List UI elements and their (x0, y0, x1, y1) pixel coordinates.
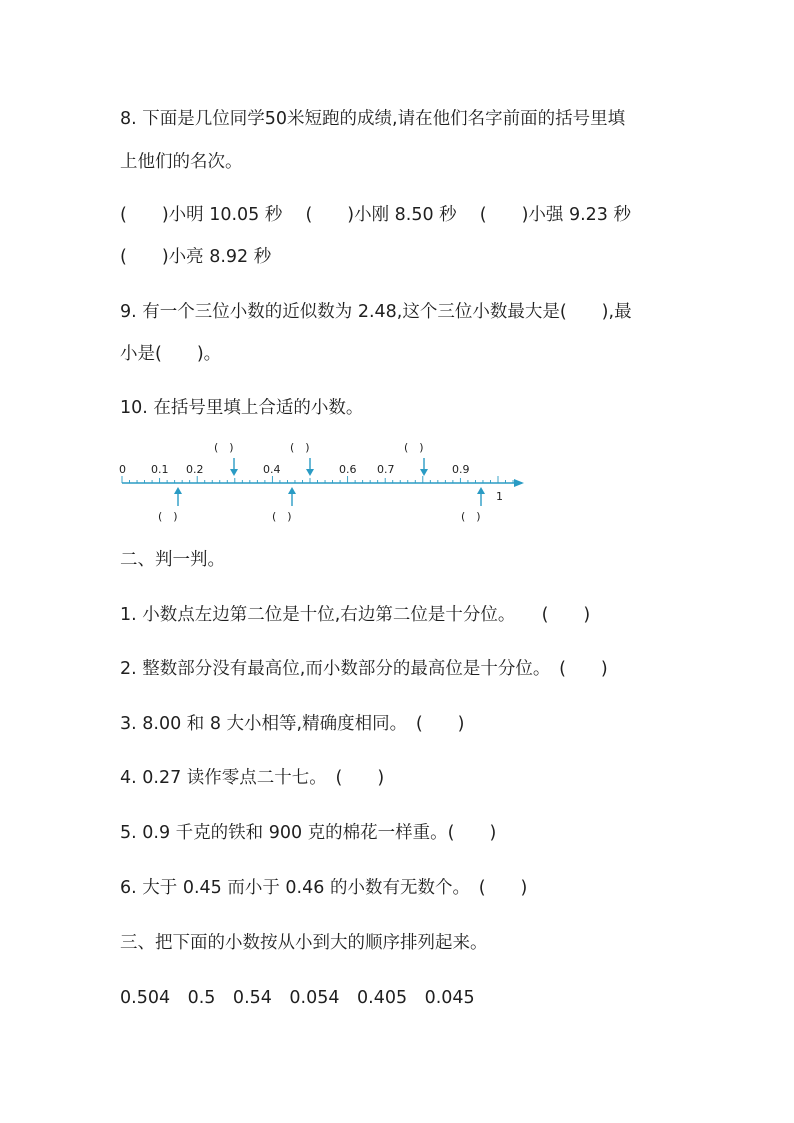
blank-lower-1: ( ) (158, 510, 178, 523)
q8-line2: 上他们的名次。 (120, 152, 243, 172)
number-line-ticks (122, 476, 513, 483)
scale-label-0-6: 0.6 (339, 463, 357, 476)
section3-title: 三、把下面的小数按从小到大的顺序排列起来。 (120, 933, 488, 953)
number-line-figure (118, 430, 538, 530)
q8-row1: ( )小明 10.05 秒 ( )小刚 8.50 秒 ( )小强 9.23 秒 (120, 205, 631, 225)
scale-label-0-4: 0.4 (263, 463, 281, 476)
q8-line1: 8. 下面是几位同学50米短跑的成绩,请在他们名字前面的括号里填 (120, 109, 626, 129)
q9-line2: 小是( )。 (120, 344, 222, 364)
judge-item-5: 5. 0.9 千克的铁和 900 克的棉花一样重。( ) (120, 823, 497, 843)
blank-upper-2: ( ) (290, 441, 310, 454)
judge-item-6: 6. 大于 0.45 而小于 0.46 的小数有无数个。 ( ) (120, 878, 528, 898)
decimal-list: 0.504 0.5 0.54 0.054 0.405 0.045 (120, 988, 475, 1008)
down-arrow-icon (306, 458, 314, 476)
blank-lower-3: ( ) (461, 510, 481, 523)
scale-label-0-2: 0.2 (186, 463, 204, 476)
up-arrow-icon (477, 487, 485, 506)
blank-upper-1: ( ) (214, 441, 234, 454)
down-arrow-icon (420, 458, 428, 476)
blank-lower-2: ( ) (272, 510, 292, 523)
q10-title: 10. 在括号里填上合适的小数。 (120, 398, 364, 418)
judge-item-4: 4. 0.27 读作零点二十七。 ( ) (120, 768, 385, 788)
down-arrow-icon (230, 458, 238, 476)
scale-label-0-1: 0.1 (151, 463, 169, 476)
scale-label-0: 0 (119, 463, 126, 476)
blank-upper-3: ( ) (404, 441, 424, 454)
judge-item-2: 2. 整数部分没有最高位,而小数部分的最高位是十分位。 ( ) (120, 659, 608, 679)
judge-item-3: 3. 8.00 和 8 大小相等,精确度相同。 ( ) (120, 714, 465, 734)
up-arrow-icon (174, 487, 182, 506)
scale-label-0-7: 0.7 (377, 463, 395, 476)
scale-label-1: 1 (496, 490, 503, 503)
number-line-arrowhead (514, 479, 524, 487)
q8-row2: ( )小亮 8.92 秒 (120, 247, 272, 267)
section2-title: 二、判一判。 (120, 550, 225, 570)
scale-label-0-9: 0.9 (452, 463, 470, 476)
judge-item-1: 1. 小数点左边第二位是十位,右边第二位是十分位。 ( ) (120, 605, 591, 625)
up-arrow-icon (288, 487, 296, 506)
q9-line1: 9. 有一个三位小数的近似数为 2.48,这个三位小数最大是( ),最 (120, 302, 632, 322)
